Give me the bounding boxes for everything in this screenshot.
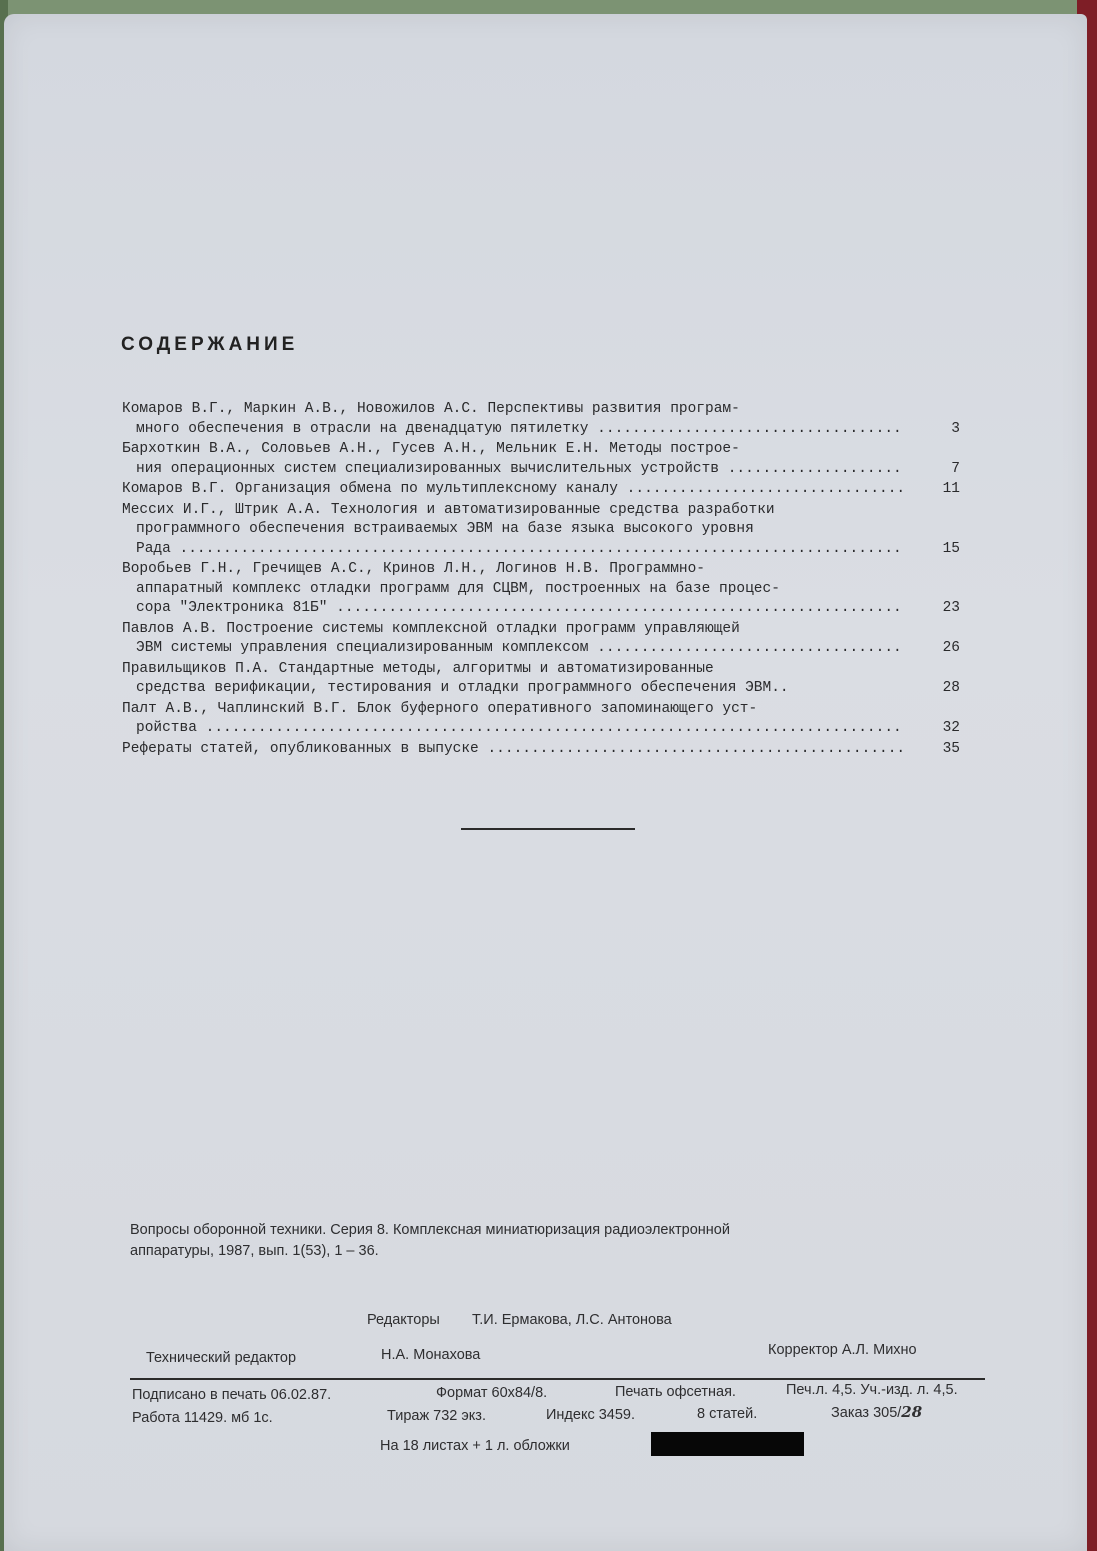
toc-page-number: 15 xyxy=(942,540,960,557)
toc-entry xyxy=(122,501,972,560)
toc-line: Воробьев Г.Н., Гречищев А.С., Кринов Л.Н., Логинов Н.В. Программно- xyxy=(122,561,705,577)
tech-editor-name: Н.А. Монахова xyxy=(381,1347,481,1363)
toc-line: ЭВМ системы управления специализированным комплексом ..... xyxy=(122,639,904,659)
publication-imprint xyxy=(130,1220,930,1262)
corrector: Корректор А.Л. Михно xyxy=(768,1342,917,1358)
toc-page-number: 7 xyxy=(951,460,960,477)
toc-page-number: 11 xyxy=(942,481,960,497)
sheet-count: Печ.л. 4,5. Уч.-изд. л. 4,5. xyxy=(786,1382,958,1398)
handwritten-order-suffix: 28 xyxy=(901,1403,923,1421)
toc-line: Рада ..... xyxy=(122,540,904,560)
toc-entry xyxy=(122,440,972,479)
paper-format: Формат 60х84/8. xyxy=(436,1385,548,1401)
toc-line: Палт А.В., Чаплинский В.Г. Блок буферного оперативного запоминающего уст- xyxy=(122,700,758,717)
editors-names: Т.И. Ермакова, Л.С. Антонова xyxy=(472,1312,672,1328)
toc-page-number: 23 xyxy=(942,600,960,616)
imprint-line: аппаратуры, 1987, вып. 1(53), 1 – 36. xyxy=(130,1243,379,1259)
toc-line: Павлов А.В. Построение системы комплексной отладки программ управляющей xyxy=(122,620,740,637)
toc-entry xyxy=(122,700,972,739)
signed-to-print: Подписано в печать 06.02.87. xyxy=(132,1387,332,1403)
toc-line: Комаров В.Г., Маркин А.В., Новожилов А.С. Перспективы развития програм- xyxy=(122,401,740,417)
toc-line: Бархоткин В.А., Соловьев А.Н., Гусев А.Н., Мельник Е.Н. Методы построе- xyxy=(122,441,740,457)
separator-rule xyxy=(461,828,635,830)
imprint-line: Вопросы оборонной техники. Серия 8. Комплексная миниатюризация радиоэлектронной xyxy=(130,1222,730,1238)
toc-page-number: 35 xyxy=(942,740,960,757)
toc-line: сора "Электроника 81Б" ..... xyxy=(122,599,904,619)
toc-page-number: 32 xyxy=(942,720,960,736)
editors-label: Редакторы xyxy=(367,1312,440,1328)
print-method: Печать офсетная. xyxy=(615,1384,736,1400)
toc-page-number: 26 xyxy=(942,640,960,656)
toc-line: аппаратный комплекс отладки программ для СЦВМ, построенных на базе процес- xyxy=(136,580,780,597)
index-number: Индекс 3459. xyxy=(546,1407,636,1423)
toc-line: Правильщиков П.А. Стандартные методы, алгоритмы и автоматизированные xyxy=(122,660,714,677)
specs-rule xyxy=(130,1378,985,1380)
toc-entry xyxy=(122,620,972,659)
toc-line: средства верификации, тестирования и отладки программного обеспечения ЭВМ.. xyxy=(136,680,789,696)
toc-entry xyxy=(122,480,972,500)
redaction-bar xyxy=(651,1432,804,1456)
toc-line: Комаров В.Г. Организация обмена по мультиплексному каналу ..... xyxy=(122,480,904,500)
toc-entry xyxy=(122,400,972,439)
table-of-contents xyxy=(122,400,972,760)
toc-page-number: 3 xyxy=(951,420,960,437)
toc-entry xyxy=(122,660,972,699)
toc-line: ройства ..... xyxy=(122,719,904,739)
tech-editor-label: Технический редактор xyxy=(146,1350,297,1366)
toc-line: программного обеспечения встраиваемых ЭВМ на базе языка высокого уровня xyxy=(136,521,754,537)
order-number: Заказ 305/28 xyxy=(831,1403,923,1421)
toc-line: Рефераты статей, опубликованных в выпуске ..... xyxy=(122,740,904,760)
toc-entry xyxy=(122,560,972,619)
article-count: 8 статей. xyxy=(697,1406,758,1422)
toc-line: Мессих И.Г., Штрик А.А. Технология и автоматизированные средства разработки xyxy=(122,501,775,518)
pages-note: На 18 листах + 1 л. обложки xyxy=(380,1438,570,1454)
toc-line: ния операционных систем специализированных вычислительных устройств ..... xyxy=(122,460,904,480)
print-run: Тираж 732 экз. xyxy=(387,1408,486,1424)
toc-page-number: 28 xyxy=(942,680,960,696)
toc-line: много обеспечения в отрасли на двенадцатую пятилетку ..... xyxy=(122,420,904,440)
page-title: СОДЕРЖАНИЕ xyxy=(121,334,299,355)
job-number: Работа 11429. мб 1с. xyxy=(132,1410,273,1426)
toc-entry xyxy=(122,740,972,760)
